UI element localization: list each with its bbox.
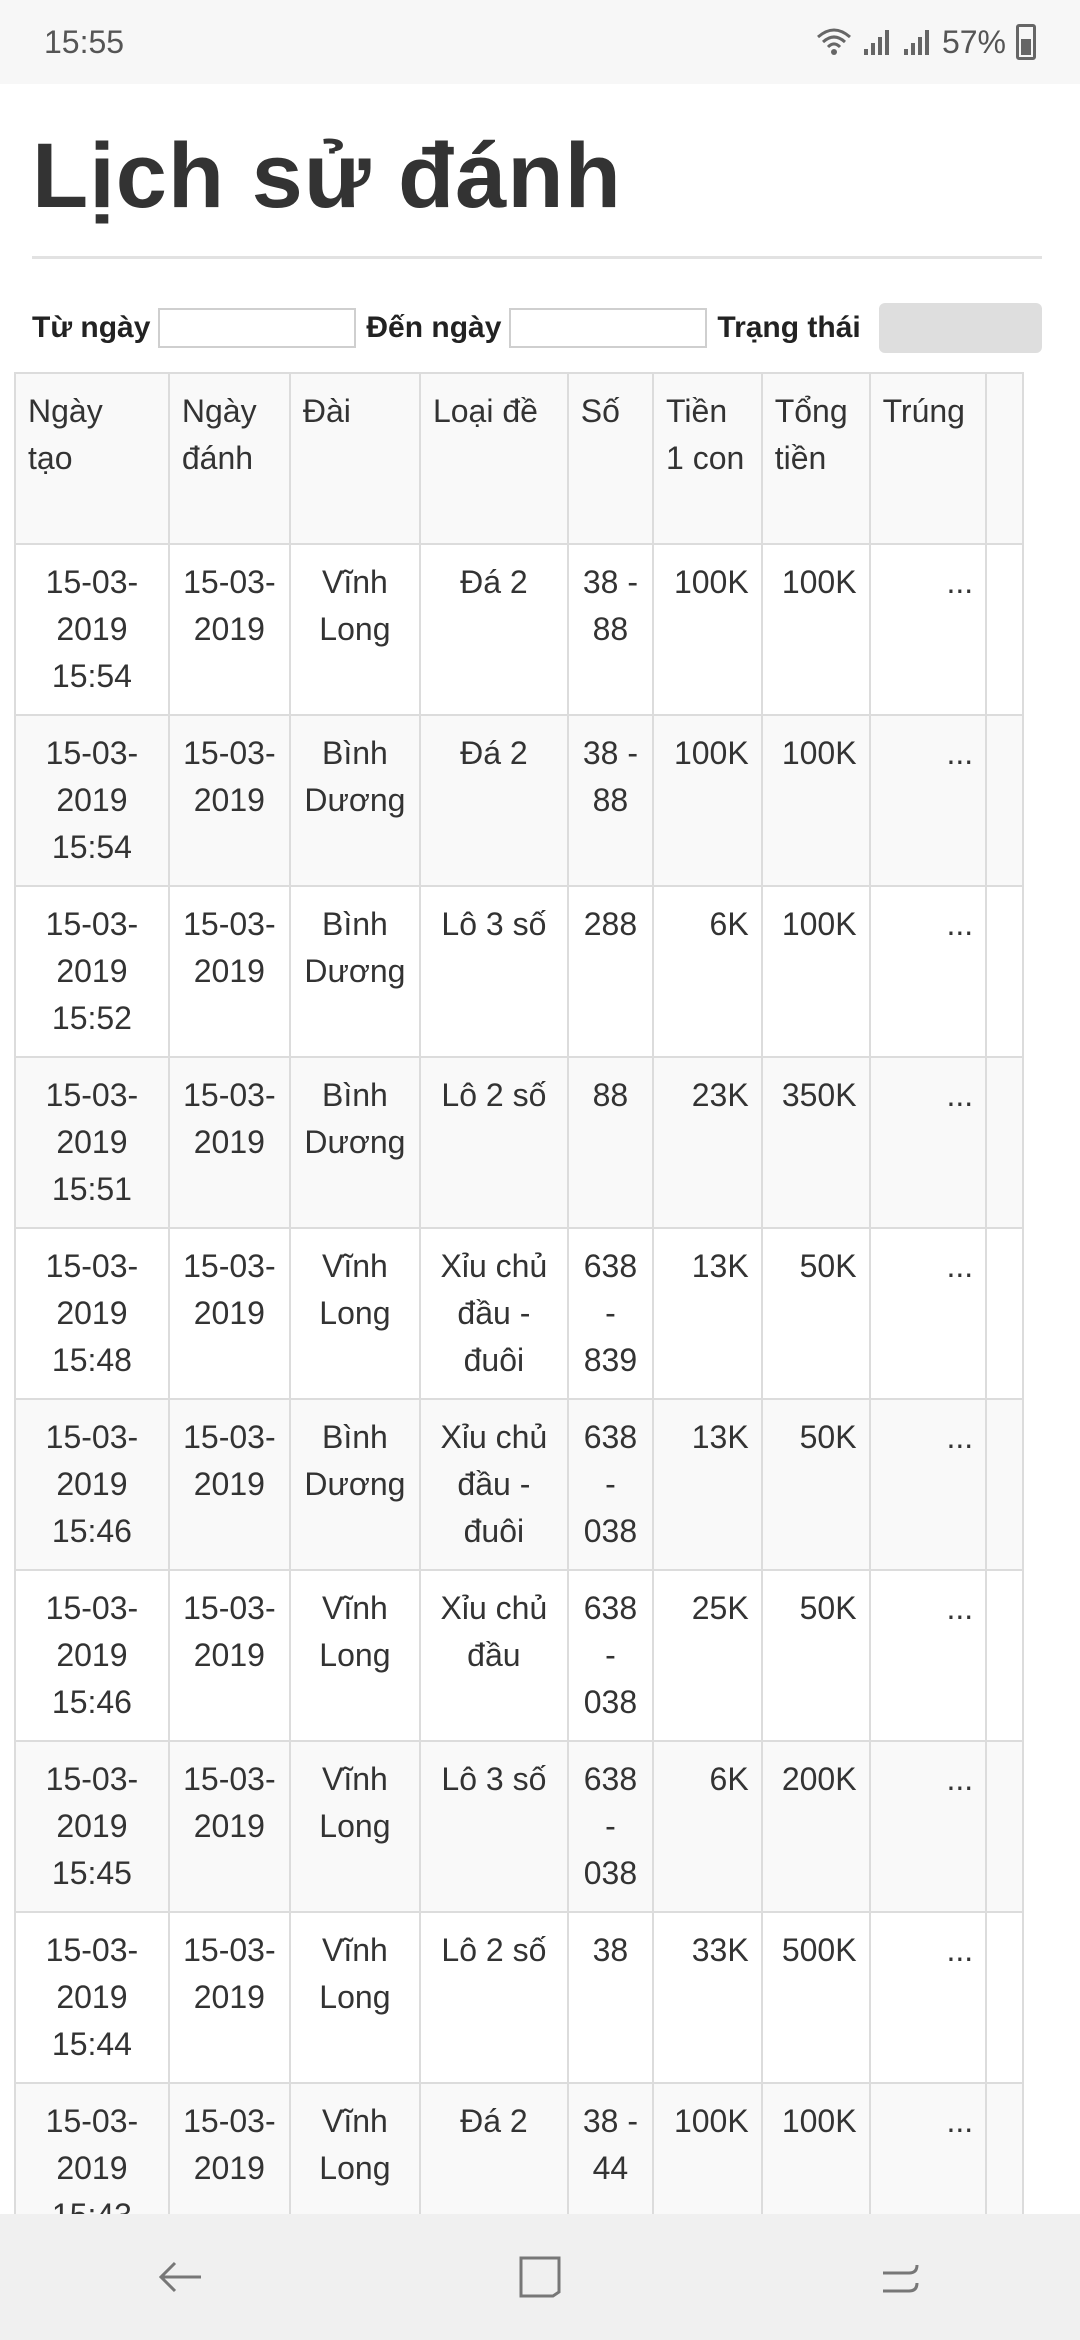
status-time: 15:55 bbox=[44, 23, 125, 60]
cell-date: 15-03-2019 bbox=[169, 715, 290, 886]
cell-type: Đá 2 bbox=[420, 544, 568, 715]
from-date-label: Từ ngày bbox=[32, 311, 151, 344]
cell-date: 15-03-2019 bbox=[169, 1570, 290, 1741]
status-label: Trạng thái bbox=[717, 311, 861, 344]
cell-number: 38 - 88 bbox=[568, 544, 653, 715]
cell-unit: 100K bbox=[653, 2083, 762, 2254]
cell-station: Bình Dương bbox=[290, 715, 420, 886]
back-button[interactable] bbox=[140, 2237, 220, 2317]
from-date-input[interactable] bbox=[158, 308, 356, 348]
cell-number: 638 - 038 bbox=[568, 1570, 653, 1741]
cell-station: Vĩnh Long bbox=[290, 1570, 420, 1741]
cell-win: ... bbox=[870, 886, 987, 1057]
cell-total: 500K bbox=[762, 1912, 870, 2083]
cell-extra bbox=[986, 1228, 1023, 1399]
table-row[interactable] bbox=[15, 1570, 1023, 1741]
cell-created: 15-03-2019 15:46 bbox=[15, 1399, 169, 1570]
header-extra bbox=[986, 373, 1023, 544]
cell-date: 15-03-2019 bbox=[169, 886, 290, 1057]
cell-win: ... bbox=[870, 544, 987, 715]
cell-unit: 13K bbox=[653, 1399, 762, 1570]
table-header-row bbox=[15, 373, 1023, 544]
history-table bbox=[14, 372, 1024, 2255]
cell-created: 15-03-2019 15:46 bbox=[15, 1570, 169, 1741]
status-icons bbox=[816, 24, 1036, 61]
cell-number: 38 - 44 bbox=[568, 2083, 653, 2254]
cell-unit: 6K bbox=[653, 1741, 762, 1912]
cell-extra bbox=[986, 715, 1023, 886]
cell-unit: 100K bbox=[653, 715, 762, 886]
cell-total: 100K bbox=[762, 715, 870, 886]
cell-extra bbox=[986, 1057, 1023, 1228]
cell-number: 638 - 038 bbox=[568, 1741, 653, 1912]
table-row[interactable] bbox=[15, 1741, 1023, 1912]
cell-win: ... bbox=[870, 715, 987, 886]
cell-created: 15-03-2019 15:44 bbox=[15, 1912, 169, 2083]
header-win: Trúng bbox=[870, 373, 987, 544]
cell-date: 15-03-2019 bbox=[169, 1057, 290, 1228]
cell-station: Vĩnh Long bbox=[290, 1741, 420, 1912]
cell-win: ... bbox=[870, 1399, 987, 1570]
cell-win: ... bbox=[870, 1741, 987, 1912]
table-row[interactable] bbox=[15, 1399, 1023, 1570]
filter-bar bbox=[32, 302, 1042, 354]
navigation-bar bbox=[0, 2214, 1080, 2340]
cell-unit: 23K bbox=[653, 1057, 762, 1228]
cell-date: 15-03-2019 bbox=[169, 1228, 290, 1399]
battery-percent: 57% bbox=[941, 23, 1006, 60]
cell-total: 100K bbox=[762, 886, 870, 1057]
page-title: Lịch sử đánh bbox=[32, 125, 622, 227]
cell-number: 38 bbox=[568, 1912, 653, 2083]
cell-date: 15-03-2019 bbox=[169, 544, 290, 715]
signal-icon bbox=[862, 27, 892, 57]
cell-type: Lô 2 số bbox=[420, 1057, 568, 1228]
cell-station: Vĩnh Long bbox=[290, 2083, 420, 2254]
cell-date: 15-03-2019 bbox=[169, 1399, 290, 1570]
cell-unit: 25K bbox=[653, 1570, 762, 1741]
cell-number: 638 - 839 bbox=[568, 1228, 653, 1399]
home-icon bbox=[517, 2254, 563, 2300]
cell-created: 15-03-2019 15:52 bbox=[15, 886, 169, 1057]
cell-extra bbox=[986, 544, 1023, 715]
page-content bbox=[0, 84, 1080, 2214]
battery-icon bbox=[1016, 24, 1036, 60]
header-type: Loại đề bbox=[420, 373, 568, 544]
table-row[interactable] bbox=[15, 886, 1023, 1057]
to-date-label: Đến ngày bbox=[366, 311, 502, 344]
header-unit: Tiền 1 con bbox=[653, 373, 762, 544]
cell-extra bbox=[986, 886, 1023, 1057]
header-station: Đài bbox=[290, 373, 420, 544]
recents-button[interactable] bbox=[860, 2237, 940, 2317]
cell-type: Xỉu chủ đầu - đuôi bbox=[420, 1228, 568, 1399]
cell-date: 15-03-2019 bbox=[169, 1912, 290, 2083]
table-row[interactable] bbox=[15, 1057, 1023, 1228]
wifi-icon bbox=[816, 27, 852, 57]
header-created: Ngày tạo bbox=[15, 373, 169, 544]
title-divider bbox=[32, 256, 1042, 259]
cell-unit: 13K bbox=[653, 1228, 762, 1399]
cell-created: 15-03-2019 15:45 bbox=[15, 1741, 169, 1912]
header-date: Ngày đánh bbox=[169, 373, 290, 544]
cell-type: Đá 2 bbox=[420, 2083, 568, 2254]
cell-station: Vĩnh Long bbox=[290, 1912, 420, 2083]
cell-unit: 100K bbox=[653, 544, 762, 715]
cell-type: Xỉu chủ đầu bbox=[420, 1570, 568, 1741]
cell-created: 15-03-2019 bbox=[15, 2083, 169, 2254]
cell-total: 100K bbox=[762, 544, 870, 715]
cell-date: 15-03-2019 bbox=[169, 1741, 290, 1912]
cell-win: ... bbox=[870, 1057, 987, 1228]
cell-unit: 6K bbox=[653, 886, 762, 1057]
to-date-input[interactable] bbox=[509, 308, 707, 348]
cell-created: 15-03-2019 15:51 bbox=[15, 1057, 169, 1228]
cell-total: 50K bbox=[762, 1228, 870, 1399]
history-table-container[interactable] bbox=[28, 372, 1042, 2214]
cell-win: ... bbox=[870, 1912, 987, 2083]
status-select[interactable] bbox=[879, 303, 1042, 353]
cell-station: Vĩnh Long bbox=[290, 544, 420, 715]
home-button[interactable] bbox=[500, 2237, 580, 2317]
cell-extra bbox=[986, 1912, 1023, 2083]
header-number: Số bbox=[568, 373, 653, 544]
cell-station: Bình Dương bbox=[290, 1057, 420, 1228]
cell-total: 50K bbox=[762, 1570, 870, 1741]
cell-win: ... bbox=[870, 1570, 987, 1741]
cell-number: 38 - 88 bbox=[568, 715, 653, 886]
cell-created: 15-03-2019 15:54 bbox=[15, 715, 169, 886]
cell-type: Lô 3 số bbox=[420, 1741, 568, 1912]
cell-total: 100K bbox=[762, 2083, 870, 2254]
cell-total: 350K bbox=[762, 1057, 870, 1228]
cell-total: 50K bbox=[762, 1399, 870, 1570]
cell-type: Đá 2 bbox=[420, 715, 568, 886]
cell-number: 288 bbox=[568, 886, 653, 1057]
cell-extra bbox=[986, 1399, 1023, 1570]
cell-station: Bình Dương bbox=[290, 1399, 420, 1570]
cell-type: Xỉu chủ đầu - đuôi bbox=[420, 1399, 568, 1570]
cell-extra bbox=[986, 1570, 1023, 1741]
cell-number: 638 - 038 bbox=[568, 1399, 653, 1570]
table-row[interactable] bbox=[15, 1228, 1023, 1399]
table-row[interactable] bbox=[15, 1912, 1023, 2083]
back-icon bbox=[155, 2257, 205, 2297]
status-bar bbox=[0, 0, 1080, 84]
cell-unit: 33K bbox=[653, 1912, 762, 2083]
cell-created: 15-03-2019 15:54 bbox=[15, 544, 169, 715]
table-row[interactable] bbox=[15, 544, 1023, 715]
signal-icon bbox=[902, 27, 932, 57]
cell-number: 88 bbox=[568, 1057, 653, 1228]
cell-date: 15-03-2019 bbox=[169, 2083, 290, 2254]
cell-win: ... bbox=[870, 2083, 987, 2254]
cell-created: 15-03-2019 15:48 bbox=[15, 1228, 169, 1399]
cell-type: Lô 2 số bbox=[420, 1912, 568, 2083]
cell-station: Bình Dương bbox=[290, 886, 420, 1057]
cell-station: Vĩnh Long bbox=[290, 1228, 420, 1399]
header-total: Tổng tiền bbox=[762, 373, 870, 544]
recents-icon bbox=[875, 2257, 925, 2297]
cell-win: ... bbox=[870, 1228, 987, 1399]
cell-type: Lô 3 số bbox=[420, 886, 568, 1057]
table-row[interactable] bbox=[15, 715, 1023, 886]
cell-extra bbox=[986, 1741, 1023, 1912]
cell-total: 200K bbox=[762, 1741, 870, 1912]
